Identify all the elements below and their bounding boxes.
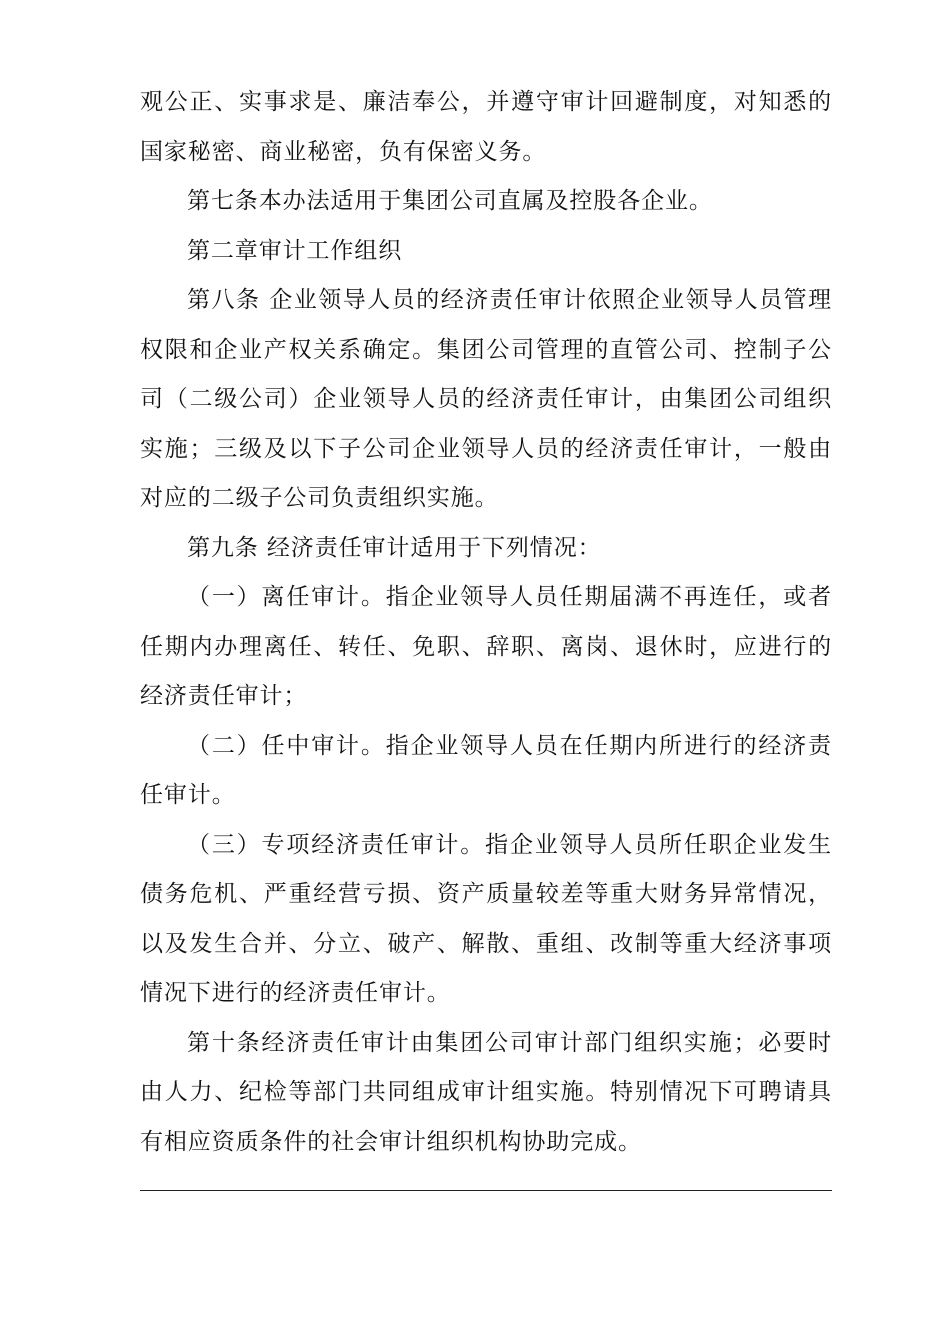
chapter-heading-2: 第二章审计工作组织 <box>187 237 403 264</box>
paragraph-article-10: 第十条经济责任审计由集团公司审计部门组织实施；必要时由人力、纪检等部门共同组成审计组实施。特别情况下可聘请具有相应资质条件的社会审计组织机构协助完成。 <box>140 1029 832 1155</box>
footer-divider <box>140 1190 832 1191</box>
paragraph-article-9: 第九条 经济责任审计适用于下列情况： <box>187 534 602 561</box>
list-item-in-office-audit: （二）任中审计。指企业领导人员在任期内所进行的经济责任审计。 <box>140 732 832 808</box>
paragraph-confidentiality: 观公正、实事求是、廉洁奉公，并遵守审计回避制度，对知悉的国家秘密、商业秘密，负有保密义务。 <box>140 89 832 165</box>
paragraph-article-7: 第七条本办法适用于集团公司直属及控股各企业。 <box>187 188 713 214</box>
list-item-departure-audit: （一）离任审计。指企业领导人员任期届满不再连任，或者任期内办理离任、转任、免职、辞职、离岗、退休时，应进行的经济责任审计； <box>140 584 832 709</box>
paragraph-article-8: 第八条 企业领导人员的经济责任审计依照企业领导人员管理权限和企业产权关系确定。集团公司管理的直管公司、控制子公司（二级公司）企业领导人员的经济责任审计，由集团公司组织实施；三级及以下子公司企业领导人员的经济责任审计，一般由对应的二级子公司负责组织实施。 <box>140 287 832 511</box>
document-body <box>140 78 832 1167</box>
list-item-special-audit: （三）专项经济责任审计。指企业领导人员所任职企业发生债务危机、严重经营亏损、资产质量较差等重大财务异常情况，以及发生合并、分立、破产、解散、重组、改制等重大经济事项情况下进行的经济责任审计。 <box>140 831 832 1006</box>
